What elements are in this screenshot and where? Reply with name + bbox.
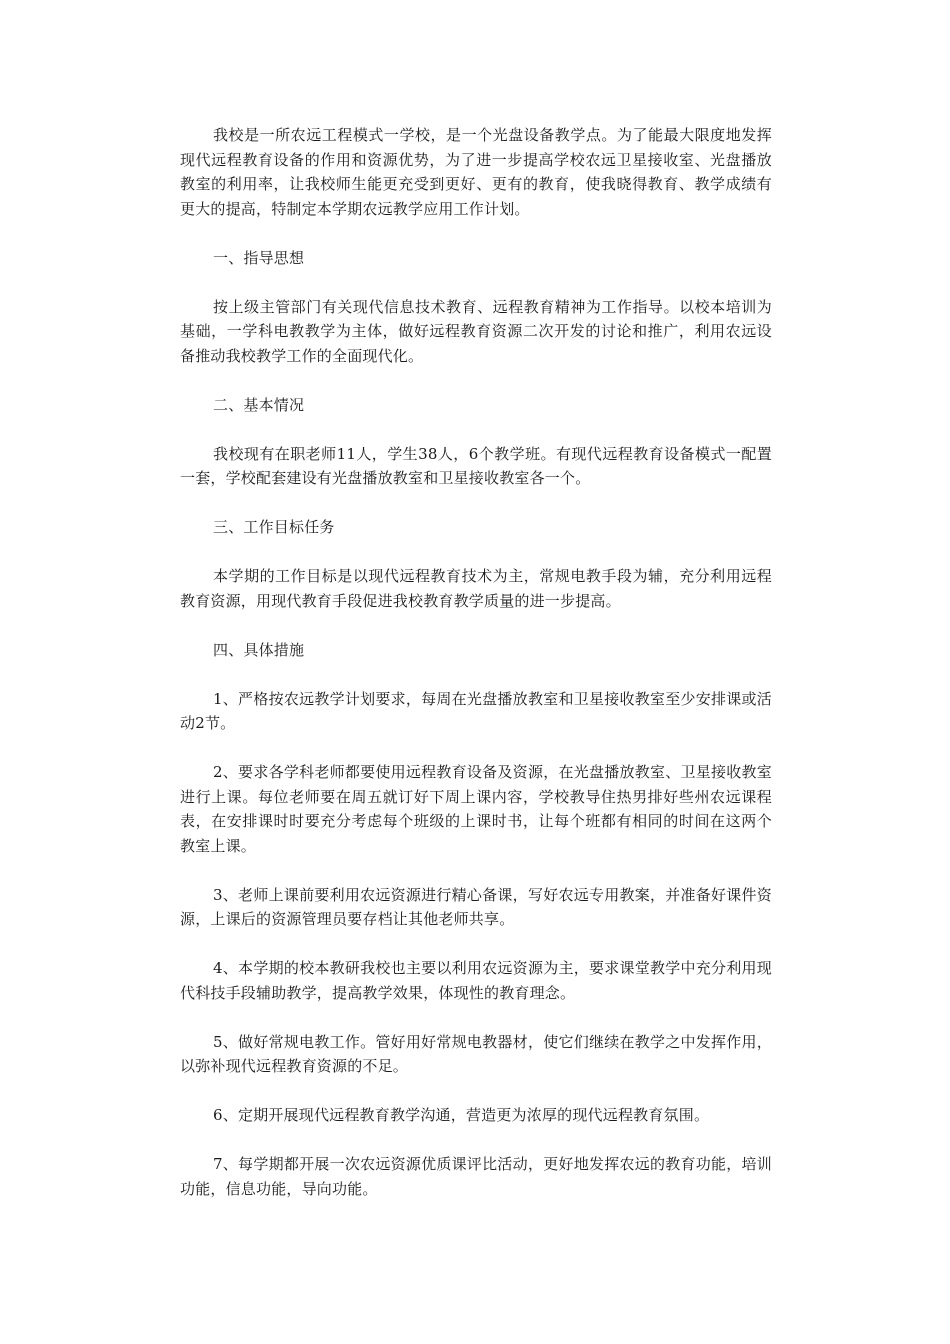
section-body-work-goals: 本学期的工作目标是以现代远程教育技术为主，常规电教手段为辅，充分利用远程教育资源，用现代教育手段促进我校教育教学质量的进一步提高。 <box>180 567 772 610</box>
section-heading-guiding-ideology: 一、指导思想 <box>213 248 305 267</box>
document-page <box>180 123 772 1226</box>
section-body-basic-situation: 我校现有在职老师11人，学生38人，6个教学班。有现代远程教育设备模式一配置一套，学校配套建设有光盘播放教室和卫星接收教室各一个。 <box>180 444 772 487</box>
section-heading-basic-situation: 二、基本情况 <box>213 395 305 414</box>
measure-item: 5、做好常规电教工作。管好用好常规电教器材，使它们继续在教学之中发挥作用，以弥补现代远程教育资源的不足。 <box>180 1032 772 1075</box>
intro-paragraph: 我校是一所农远工程模式一学校，是一个光盘设备教学点。为了能最大限度地发挥现代远程教育设备的作用和资源优势，为了进一步提高学校农远卫星接收室、光盘播放教室的利用率，让我校师生能更充受到更好、更有的教育，使我晓得教育、教学成绩有更大的提高，特制定本学期农远教学应用工作计划。 <box>180 126 772 218</box>
measure-item: 4、本学期的校本教研我校也主要以利用农远资源为主，要求课堂教学中充分利用现代科技手段辅助教学，提高教学效果，体现性的教育理念。 <box>180 959 772 1002</box>
section-body-guiding-ideology: 按上级主管部门有关现代信息技术教育、远程教育精神为工作指导。以校本培训为基础，一学科电教教学为主体，做好远程教育资源二次开发的讨论和推广，利用农远设备推动我校教学工作的全面现代化。 <box>180 297 772 365</box>
measure-item: 3、老师上课前要利用农远资源进行精心备课，写好农远专用教案，并准备好课件资源，上课后的资源管理员要存档让其他老师共享。 <box>180 885 772 928</box>
measure-item: 1、严格按农远教学计划要求，每周在光盘播放教室和卫星接收教室至少安排课或活动2节。 <box>180 689 772 732</box>
section-heading-work-goals: 三、工作目标任务 <box>213 518 335 536</box>
section-heading-measures: 四、具体措施 <box>213 640 305 659</box>
measure-item: 6、定期开展现代远程教育教学沟通，营造更为浓厚的现代远程教育氛围。 <box>213 1106 710 1124</box>
measure-item: 7、每学期都开展一次农远资源优质课评比活动，更好地发挥农远的教育功能，培训功能，信息功能，导向功能。 <box>180 1155 772 1198</box>
measure-item: 2、要求各学科老师都要使用远程教育设备及资源，在光盘播放教室、卫星接收教室进行上课。每位老师要在周五就订好下周上课内容，学校教导住热男排好些州农远课程表，在安排课时时要充分考虑每个班级的上课时书，让每个班都有相同的时间在这两个教室上课。 <box>180 763 772 855</box>
